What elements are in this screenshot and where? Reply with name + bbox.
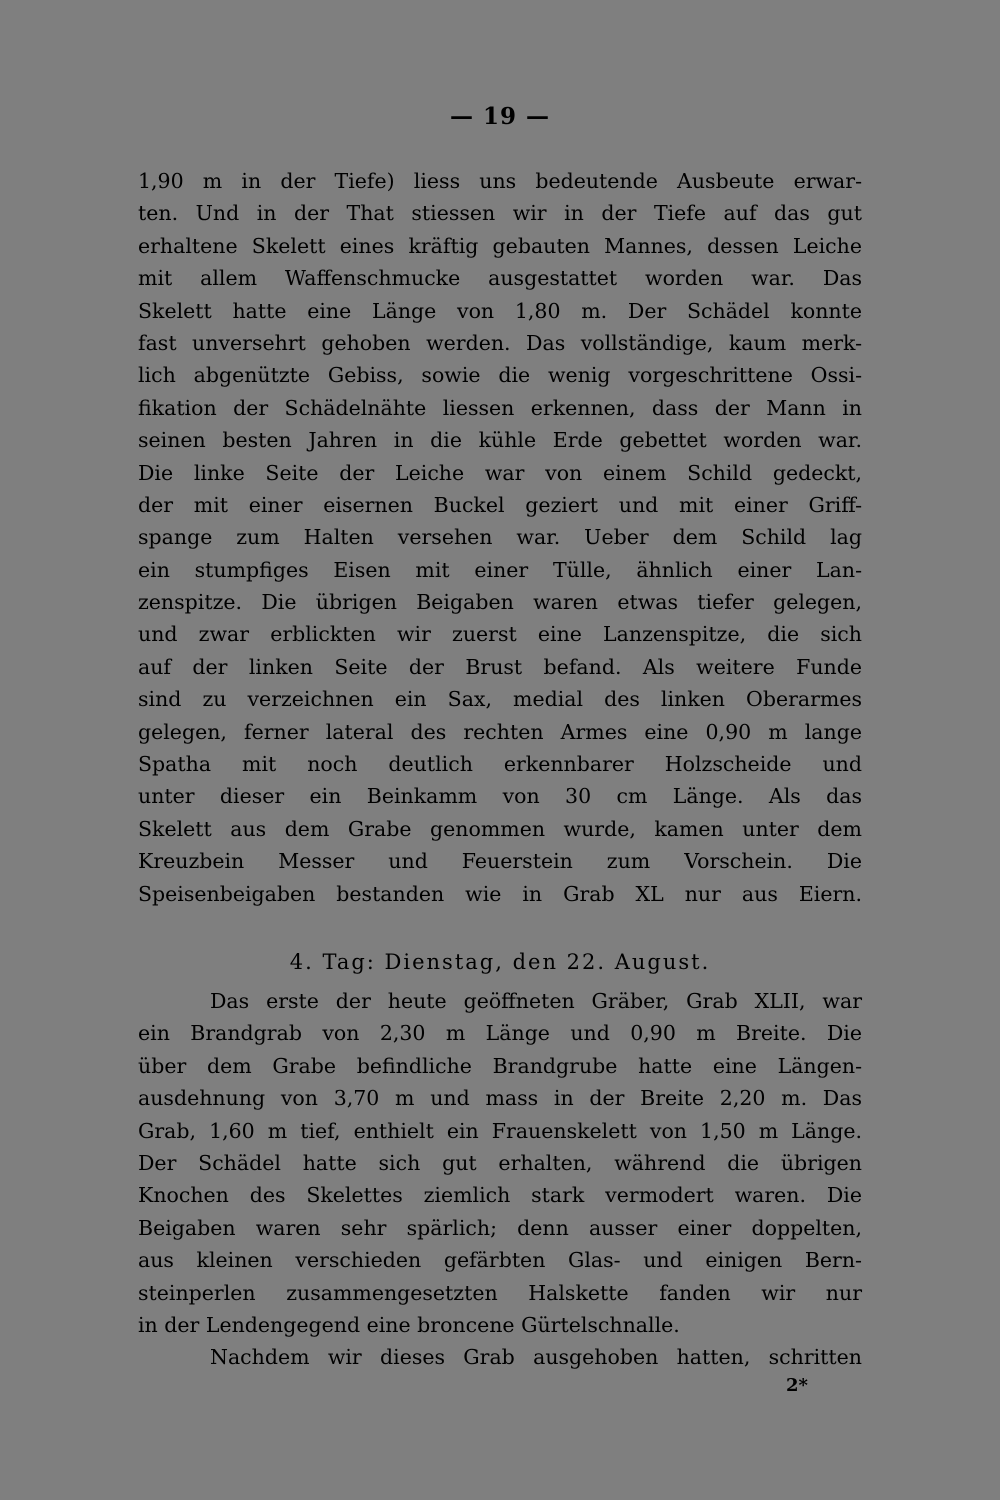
text-line: mit allem Waffenschmucke ausgestattet worden war. Das bbox=[138, 266, 862, 291]
text-line: sind zu verzeichnen ein Sax, medial des linken Oberarmes bbox=[138, 687, 862, 712]
page-number: — 19 — bbox=[449, 103, 551, 130]
text-line: fikation der Schädelnähte liessen erkennen, dass der Mann in bbox=[138, 395, 862, 420]
text-line: Beigaben waren sehr spärlich; denn ausser einer doppelten, bbox=[138, 1215, 862, 1240]
text-line: Skelett hatte eine Länge von 1,80 m. Der Schädel konnte bbox=[138, 298, 862, 323]
text-line: unter dieser ein Beinkamm von 30 cm Länge. Als das bbox=[138, 784, 862, 809]
text-line: zenspitze. Die übrigen Beigaben waren etwas tiefer gelegen, bbox=[138, 590, 862, 615]
text-line: ausdehnung von 3,70 m und mass in der Breite 2,20 m. Das bbox=[138, 1086, 862, 1111]
text-line: aus kleinen verschieden gefärbten Glas- und einigen Bern- bbox=[138, 1248, 862, 1273]
text-line: Speisenbeigaben bestanden wie in Grab XL nur aus Eiern. bbox=[138, 881, 862, 906]
text-line: Knochen des Skelettes ziemlich stark vermodert waren. Die bbox=[138, 1183, 862, 1208]
text-line: spange zum Halten versehen war. Ueber dem Schild lag bbox=[138, 525, 862, 550]
text-line: Der Schädel hatte sich gut erhalten, während die übrigen bbox=[138, 1150, 862, 1175]
text-line: und zwar erblickten wir zuerst eine Lanzenspitze, die sich bbox=[138, 622, 862, 647]
text-line: seinen besten Jahren in die kühle Erde gebettet worden war. bbox=[138, 428, 862, 453]
signature-mark: 2* bbox=[786, 1375, 808, 1396]
text-line: Spatha mit noch deutlich erkennbarer Holzscheide und bbox=[138, 752, 862, 777]
text-line: Die linke Seite der Leiche war von einem Schild gedeckt, bbox=[138, 460, 862, 485]
text-line: ein Brandgrab von 2,30 m Länge und 0,90 m Breite. Die bbox=[138, 1021, 862, 1046]
text-line: Das erste der heute geöffneten Gräber, Grab XLII, war bbox=[210, 989, 862, 1013]
paragraph-3 bbox=[138, 1341, 862, 1373]
text-line: Skelett aus dem Grabe genommen wurde, kamen unter dem bbox=[138, 816, 862, 841]
section-heading: 4. Tag: Dienstag, den 22. August. bbox=[289, 950, 711, 974]
text-line: 1,90 m in der Tiefe) liess uns bedeutende Ausbeute erwar- bbox=[138, 169, 862, 193]
text-line: auf der linken Seite der Brust befand. Als weitere Funde bbox=[138, 654, 862, 679]
paragraph-2 bbox=[138, 985, 862, 1341]
text-line: in der Lendengegend eine broncene Gürtelschnalle. bbox=[138, 1312, 680, 1337]
text-line: Nachdem wir dieses Grab ausgehoben hatten, schritten bbox=[210, 1345, 862, 1370]
section-2 bbox=[138, 945, 862, 1374]
text-line: erhaltene Skelett eines kräftig gebauten Mannes, dessen Leiche bbox=[138, 233, 862, 258]
text-line: steinperlen zusammengesetzten Halskette fanden wir nur bbox=[138, 1280, 862, 1305]
text-line: lich abgenützte Gebiss, sowie die wenig vorgeschrittene Ossi- bbox=[138, 363, 862, 388]
text-line: Kreuzbein Messer und Feuerstein zum Vorschein. Die bbox=[138, 849, 862, 874]
text-line: fast unversehrt gehoben werden. Das vollständige, kaum merk- bbox=[138, 330, 862, 355]
text-line: über dem Grabe befindliche Brandgrube hatte eine Längen- bbox=[138, 1053, 862, 1078]
paragraph-1 bbox=[138, 165, 862, 910]
text-line: Grab, 1,60 m tief, enthielt ein Frauenskelett von 1,50 m Länge. bbox=[138, 1118, 862, 1143]
text-line: gelegen, ferner lateral des rechten Armes eine 0,90 m lange bbox=[138, 719, 862, 744]
text-line: ein stumpfiges Eisen mit einer Tülle, ähnlich einer Lan- bbox=[138, 557, 862, 582]
text-line: der mit einer eisernen Buckel geziert und mit einer Griff- bbox=[138, 492, 862, 517]
text-line: ten. Und in der That stiessen wir in der Tiefe auf das gut bbox=[138, 201, 862, 226]
